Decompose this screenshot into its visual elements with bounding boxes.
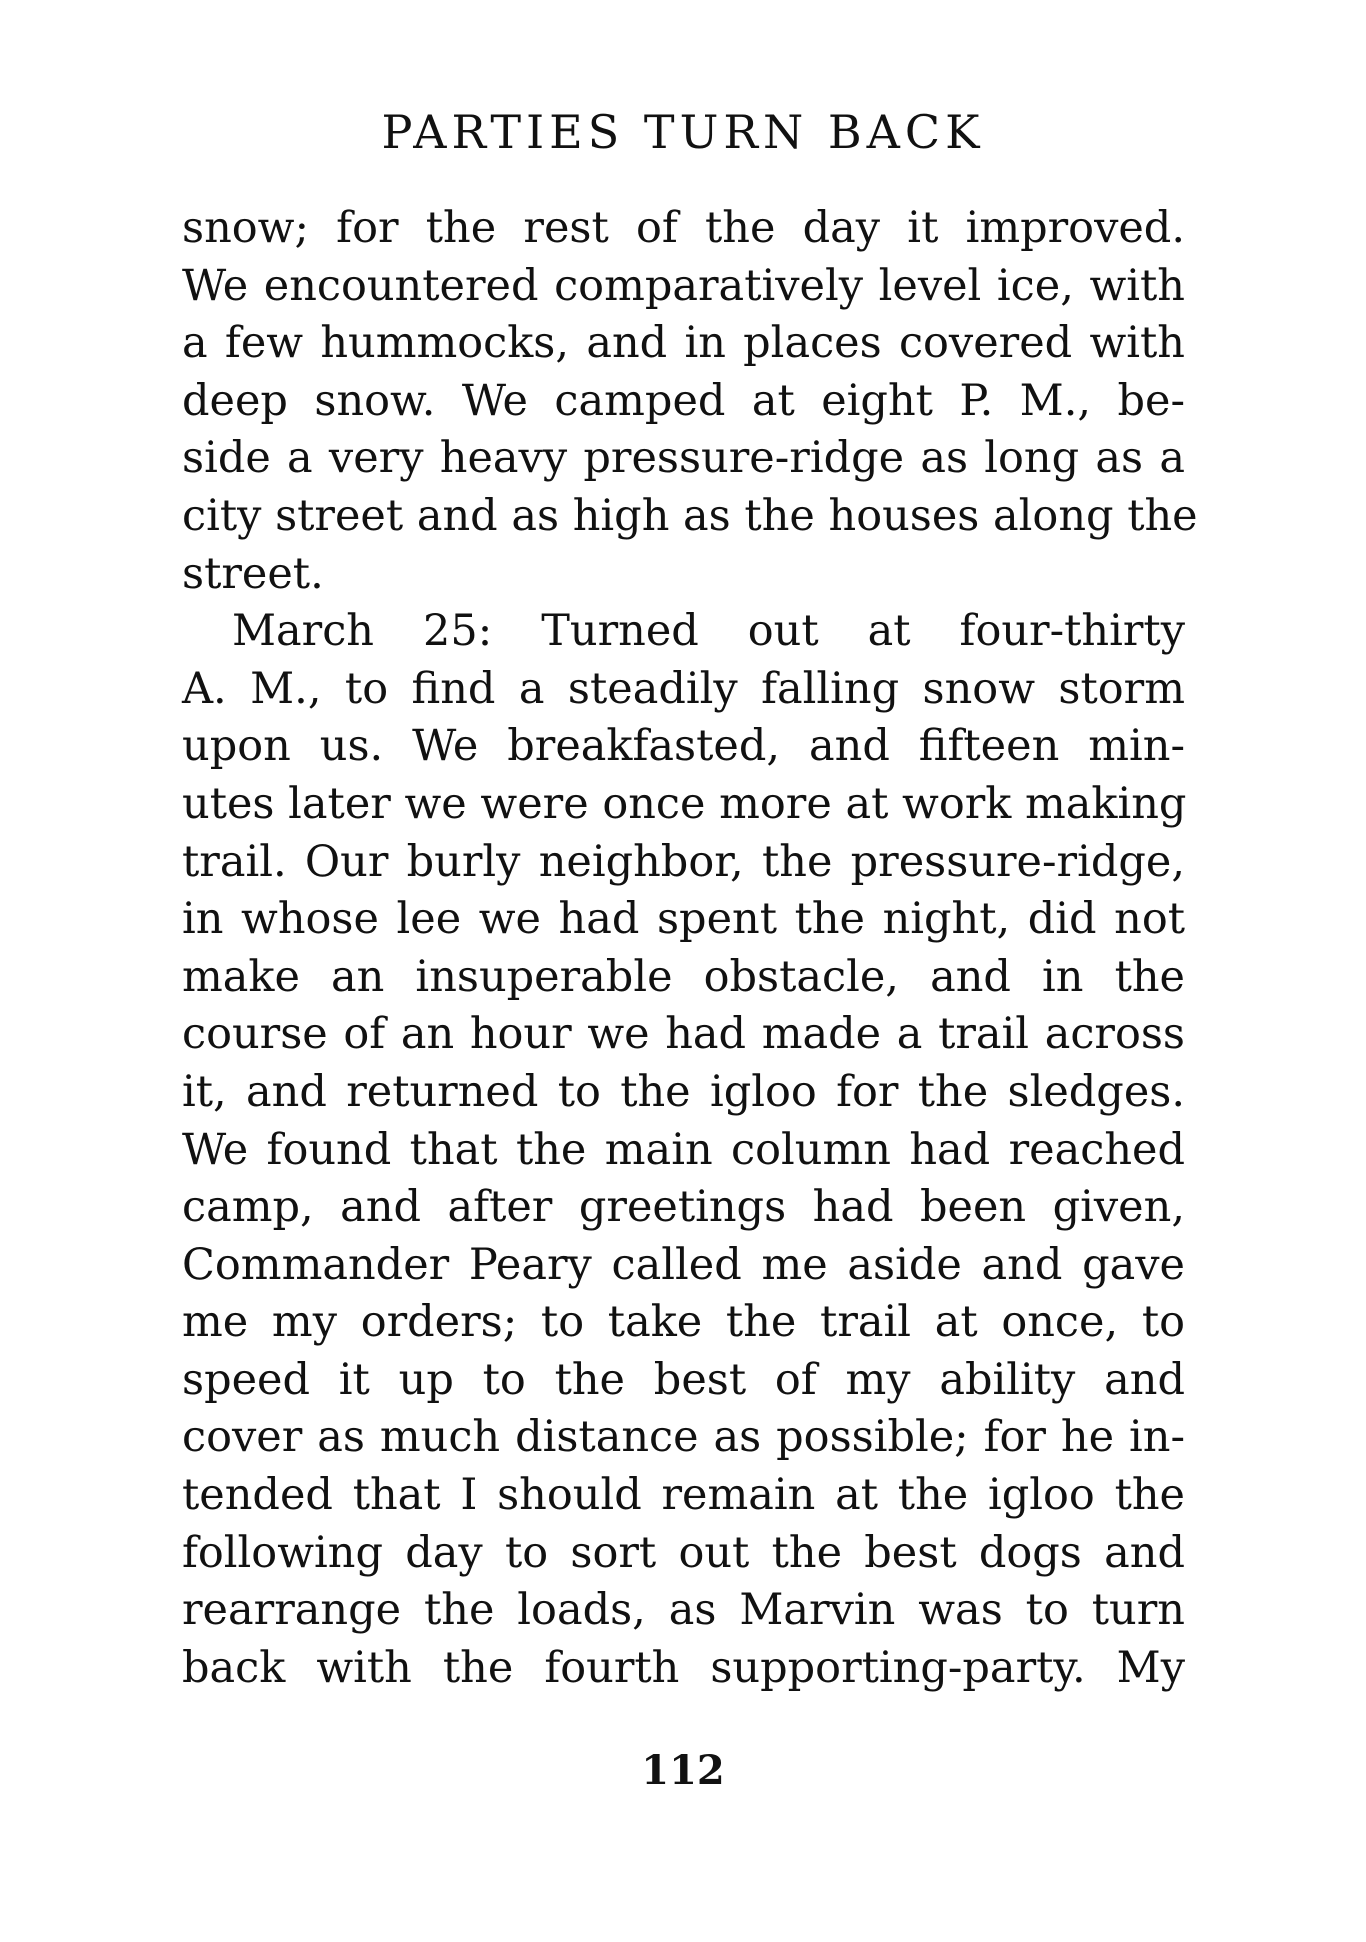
text-line: following day to sort out the best dogs and	[182, 1527, 1185, 1578]
text-line: back with the fourth supporting-party. My	[182, 1642, 1185, 1693]
text-line: Commander Peary called me aside and gave	[182, 1239, 1185, 1290]
text-line: city street and as high as the houses along the	[182, 490, 1198, 541]
text-line: utes later we were once more at work making	[182, 778, 1187, 829]
text-line: side a very heavy pressure-ridge as long as a	[182, 433, 1185, 484]
text-line: snow; for the rest of the day it improved.	[182, 203, 1185, 253]
text-line: rearrange the loads, as Marvin was to turn	[182, 1585, 1185, 1636]
text-line: street.	[182, 548, 324, 599]
text-line: make an insuperable obstacle, and in the	[182, 951, 1185, 1002]
text-line: deep snow. We camped at eight P. M., be-	[182, 375, 1185, 426]
text-line: a few hummocks, and in places covered with	[182, 318, 1185, 369]
text-line: in whose lee we had spent the night, did not	[182, 894, 1185, 945]
text-line: trail. Our burly neighbor, the pressure-ridge,	[182, 836, 1185, 887]
text-line: A. M., to find a steadily falling snow storm	[182, 663, 1185, 714]
text-line: speed it up to the best of my ability and	[182, 1354, 1185, 1405]
body-text	[182, 200, 1198, 1697]
text-line: course of an hour we had made a trail across	[182, 1009, 1185, 1060]
text-line: We found that the main column had reached	[182, 1124, 1185, 1175]
text-line: me my orders; to take the trail at once, to	[182, 1297, 1185, 1348]
text-line: tended that I should remain at the igloo the	[182, 1470, 1185, 1521]
text-line: camp, and after greetings had been given,	[182, 1182, 1185, 1233]
page-number: 112	[641, 1747, 725, 1794]
text-line: it, and returned to the igloo for the sledges.	[182, 1066, 1185, 1117]
text-line: March 25: Turned out at four-thirty	[232, 606, 1185, 657]
text-line: cover as much distance as possible; for he in-	[182, 1412, 1185, 1463]
text-line: We encountered comparatively level ice, with	[182, 260, 1185, 311]
running-head: PARTIES TURN BACK	[381, 105, 985, 159]
text-line: upon us. We breakfasted, and fifteen min-	[182, 721, 1185, 772]
